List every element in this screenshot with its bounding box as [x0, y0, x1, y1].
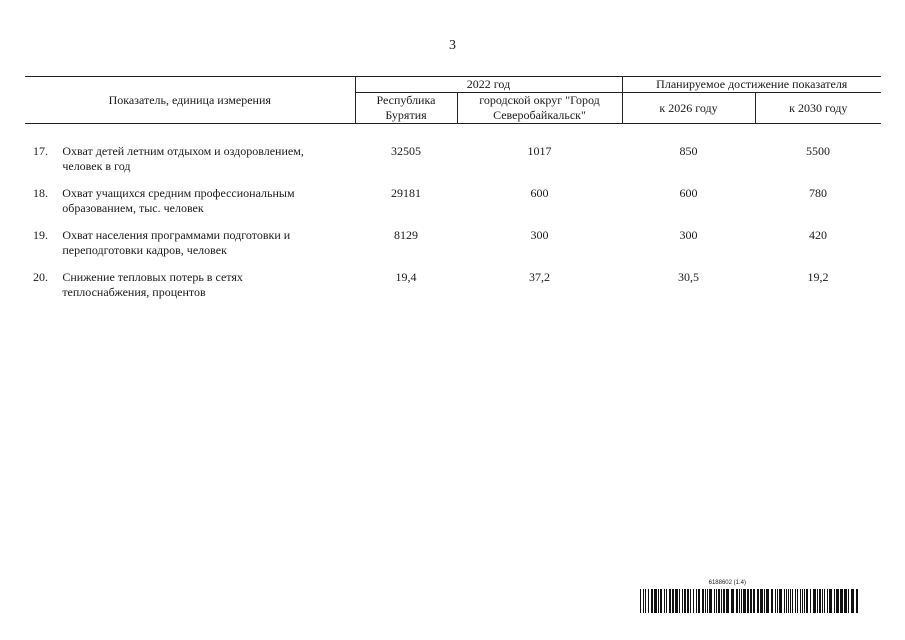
barcode-bar: [797, 589, 798, 613]
barcode-bar: [645, 589, 646, 613]
table-row: [25, 228, 881, 270]
barcode-bar: [810, 589, 811, 613]
table-row: [25, 186, 881, 228]
row-name: Охват учащихся средним профессиональным образованием, тыс. человек: [62, 186, 295, 215]
barcode-bar: [819, 589, 821, 613]
table-row: [25, 270, 881, 312]
barcode-bar: [760, 589, 763, 613]
barcode-bar: [747, 589, 749, 613]
row-number: 19.: [33, 228, 48, 242]
republic-value: 32505: [391, 144, 421, 158]
year-2026-value: 30,5: [678, 270, 699, 284]
barcode-bar: [687, 589, 689, 613]
table-row: [25, 144, 881, 186]
barcode-bar: [784, 589, 785, 613]
barcode-bar: [707, 589, 708, 613]
barcode-bar: [679, 589, 680, 613]
barcode: [640, 580, 858, 614]
year-2026-header: к 2026 году: [622, 93, 755, 124]
barcode-bar: [736, 589, 738, 613]
row-number: 18.: [33, 186, 48, 200]
barcode-bar: [804, 589, 805, 613]
barcode-bar: [822, 589, 823, 613]
row-name: Охват детей летним отдыхом и оздоровлением, человек в год: [62, 144, 304, 173]
barcode-bar: [705, 589, 706, 613]
barcode-bar: [786, 589, 787, 613]
year-2026-value: 300: [679, 228, 698, 242]
barcode-bar: [702, 589, 704, 613]
district-value: 600: [530, 186, 549, 200]
barcode-bar: [856, 589, 858, 613]
barcode-bar: [779, 589, 782, 613]
barcode-bar: [792, 589, 793, 613]
district-header: городской округ "Город Северобайкальск": [457, 93, 622, 124]
barcode-bar: [851, 589, 854, 613]
barcode-bar: [672, 589, 674, 613]
indicators-table: [25, 76, 881, 312]
barcode-bar: [693, 589, 694, 613]
barcode-bar: [690, 589, 691, 613]
barcode-bar: [764, 589, 765, 613]
table-header: [25, 77, 881, 124]
district-value: 37,2: [529, 270, 550, 284]
barcode-bar: [741, 589, 742, 613]
barcode-bars: [640, 589, 858, 613]
barcode-bar: [666, 589, 667, 613]
barcode-bar: [790, 589, 791, 613]
barcode-bar: [836, 589, 839, 613]
barcode-bar: [654, 589, 657, 613]
barcode-bar: [660, 589, 662, 613]
barcode-bar: [726, 589, 729, 613]
row-name: Снижение тепловых потерь в сетях теплоснабжения, процентов: [62, 270, 243, 299]
barcode-bar: [775, 589, 776, 613]
barcode-bar: [840, 589, 843, 613]
barcode-bar: [750, 589, 752, 613]
row-cell-name: [25, 144, 355, 186]
row-number: 20.: [33, 270, 48, 284]
barcode-bar: [675, 589, 678, 613]
barcode-bar: [684, 589, 686, 613]
barcode-bar: [682, 589, 683, 613]
row-cell-name: [25, 186, 355, 228]
barcode-bar: [771, 589, 773, 613]
barcode-bar: [643, 589, 644, 613]
barcode-bar: [824, 589, 825, 613]
barcode-bar: [806, 589, 808, 613]
year-2030-value: 5500: [806, 144, 830, 158]
barcode-bar: [664, 589, 665, 613]
year-group-header: 2022 год: [355, 77, 622, 93]
barcode-bar: [817, 589, 818, 613]
barcode-bar: [716, 589, 717, 613]
district-value: 1017: [527, 144, 552, 158]
barcode-bar: [795, 589, 796, 613]
republic-value: 19,4: [395, 270, 417, 284]
barcode-bar: [844, 589, 847, 613]
barcode-bar: [658, 589, 659, 613]
district-value: 300: [530, 228, 549, 242]
republic-header: Республика Бурятия: [355, 93, 457, 124]
republic-value: 8129: [394, 228, 418, 242]
barcode-bar: [731, 589, 734, 613]
year-2030-header: к 2030 году: [755, 93, 881, 124]
barcode-bar: [669, 589, 671, 613]
year-2030-value: 19,2: [807, 270, 829, 284]
barcode-bar: [757, 589, 759, 613]
year-2030-value: 780: [809, 186, 827, 200]
barcode-bar: [723, 589, 725, 613]
year-2026-value: 850: [679, 144, 698, 158]
barcode-bar: [718, 589, 720, 613]
barcode-bar: [640, 589, 641, 613]
row-number: 17.: [33, 144, 48, 158]
year-2030-value: 420: [809, 228, 827, 242]
barcode-bar: [788, 589, 789, 613]
barcode-bar: [829, 589, 832, 613]
barcode-bar: [753, 589, 755, 613]
row-name: Охват населения программами подготовки и переподготовки кадров, человек: [62, 228, 291, 257]
row-cell-name: [25, 228, 355, 270]
barcode-bar: [834, 589, 835, 613]
barcode-bar: [766, 589, 769, 613]
barcode-bar: [802, 589, 803, 613]
barcode-bar: [721, 589, 722, 613]
page-number: 3: [449, 38, 456, 53]
barcode-bar: [714, 589, 715, 613]
barcode-bar: [739, 589, 740, 613]
barcode-text: 6188602 (1.4): [708, 580, 746, 586]
barcode-bar: [813, 589, 816, 613]
barcode-bar: [848, 589, 849, 613]
barcode-bar: [827, 589, 828, 613]
year-2026-value: 600: [679, 186, 698, 200]
barcode-bar: [696, 589, 697, 613]
barcode-bar: [743, 589, 746, 613]
barcode-bar: [648, 589, 649, 613]
barcode-bar: [651, 589, 653, 613]
barcode-bar: [777, 589, 778, 613]
planned-group-header: Планируемое достижение показателя: [622, 77, 881, 93]
param-header: Показатель, единица измерения: [25, 77, 355, 124]
barcode-bar: [698, 589, 700, 613]
republic-value: 29181: [391, 186, 421, 200]
barcode-bar: [709, 589, 712, 613]
barcode-bar: [800, 589, 801, 613]
row-cell-name: [25, 270, 355, 312]
